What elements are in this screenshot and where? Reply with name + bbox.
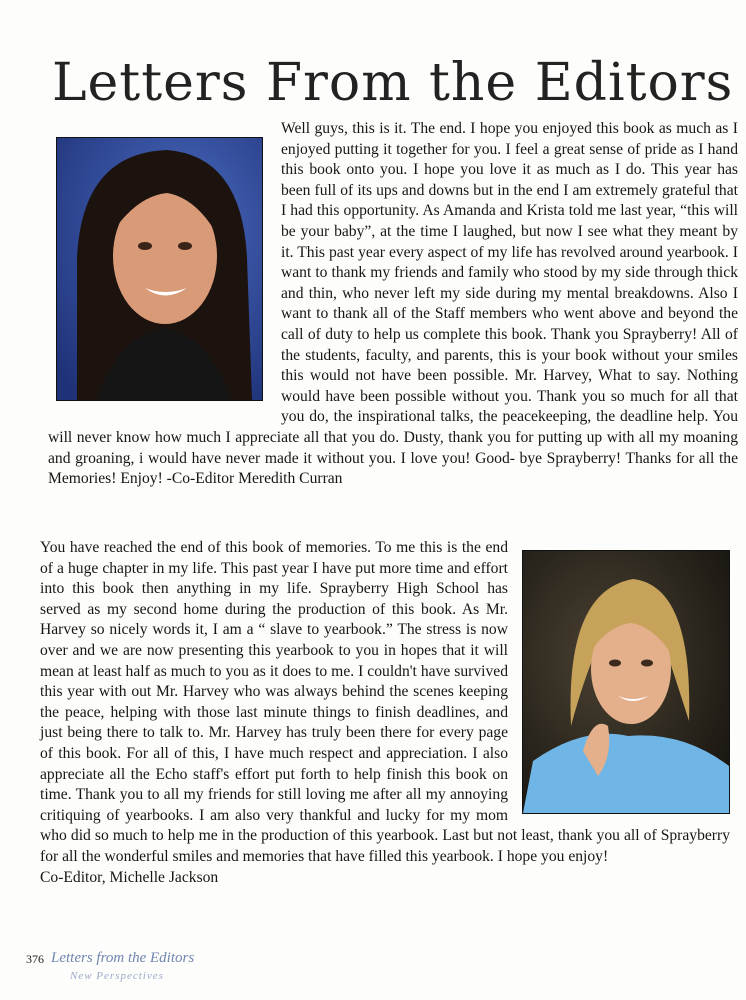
editor-letter-1-text: Well guys, this is it. The end. I hope you enjoyed this book as much as I enjoyed putting it together for you. I feel a great sense of pride as I hand this book onto you. I hope you love it as much as I do. This year has been full of its ups and downs but in the end I am extremely grateful that I had this opportunity. As Amanda and Krista told me last year, “this will be your baby”, at the time I laughed, but now I see what they meant by it. This past year every aspect of my life has revolved around yearbook. I want to thank my friends and family who stood by my side through thick and thin, who never left my side during my mental breakdowns. Also I want to thank all of the Staff members who went above and beyond the call of duty to help us complete this book. Thank you Sprayberry! All of the students, faculty, and parents, this is your book without your smiles this would not have been possible. Mr. Harvey, What to say. Nothing would have been possible without you. Thank you so much for all that you do, the inspirational talks, the peacekeeping, the deadline help. You will never know how much I appreciate all that you do. Dusty, thank you for putting up with all my moaning and groaning, i would have never made it without you. I love you! Good- bye Sprayberry! Thanks for all the Memories! Enjoy! -Co-Editor Meredith Curran: [48, 120, 738, 488]
portrait-1-graphic: [57, 138, 262, 400]
editor-letter-1: [48, 119, 738, 490]
editor-photo-2: [522, 550, 730, 814]
footer-subtitle: New Perspectives: [70, 970, 164, 982]
page-number: 376: [26, 952, 44, 966]
portrait-2-graphic: [523, 551, 729, 813]
page-footer: [26, 950, 326, 990]
editor-letter-2-signature: Co-Editor, Michelle Jackson: [40, 868, 219, 886]
page-title: Letters From the Editors: [52, 52, 734, 113]
editor-photo-1: [56, 137, 263, 401]
editor-letter-2: [40, 538, 730, 888]
footer-section-title: Letters from the Editors: [51, 950, 195, 966]
editor-letter-2-text: You have reached the end of this book of memories. To me this is the end of a huge chapter in my life. This past year I have put more time and effort into this book then anything in my life. Sprayberry High School has served as my second home during the production of this book. As Mr. Harvey so nicely words it, I am a “ slave to yearbook.” The stress is now over and we are now presenting this yearbook to you in hopes that it will mean at least half as much to you as it does to me. I couldn't have survived this year with out Mr. Harvey who was always behind the scenes keeping the peace, helping with those last minute things to finish deadlines, and just being there to talk to. Mr. Harvey has truly been there for every page of this book. For all of this, I have much respect and appreciation. I also appreciate all the Echo staff's effort put forth to help finish this book on time. Thank you to all my friends for still loving me after all my annoying critiquing of yearbooks. I am also very thankful and lucky for my mom who did so much to help me in the production of this yearbook. Last but not least, thank you all of Sprayberry for all the wonderful smiles and memories that have filled this yearbook. I hope you enjoy!: [40, 539, 730, 865]
